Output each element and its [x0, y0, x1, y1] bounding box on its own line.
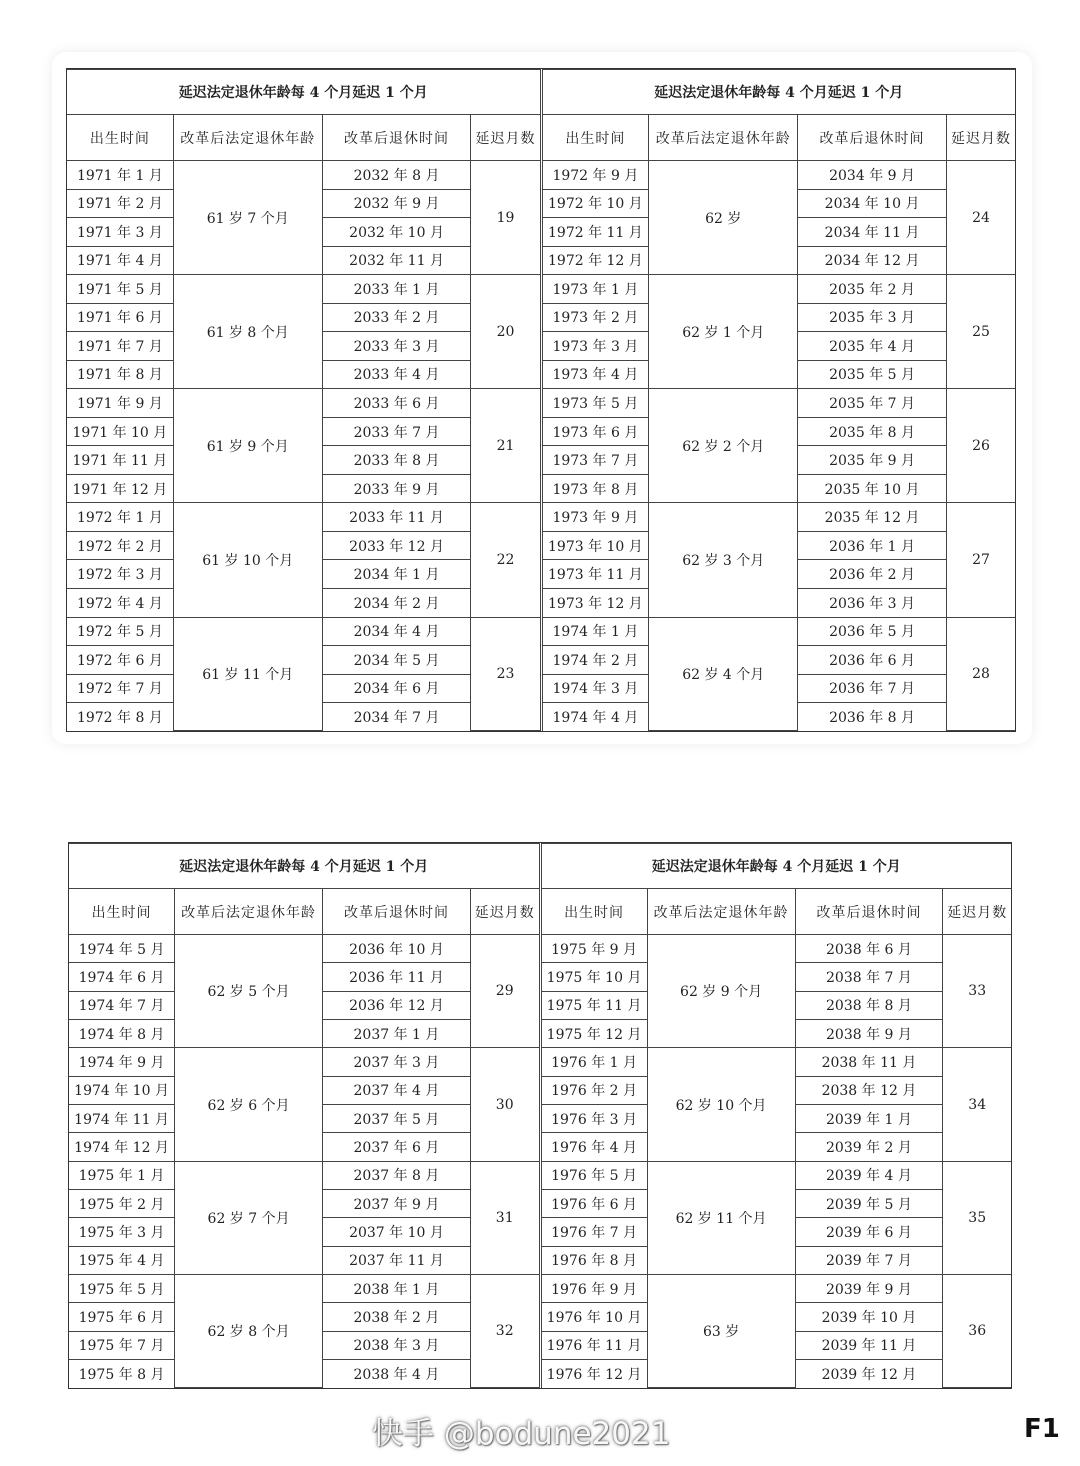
header-retirement-time: 改革后退休时间	[795, 889, 943, 935]
retirement-time-cell: 2039 年 7 月	[795, 1246, 943, 1274]
table-row	[543, 275, 1016, 304]
retirement-time-cell: 2036 年 8 月	[798, 703, 947, 731]
delay-months-cell: 27	[946, 503, 1015, 617]
birth-time-cell: 1973 年 6 月	[543, 417, 649, 446]
birth-time-cell: 1971 年 5 月	[67, 275, 173, 304]
retirement-time-cell: 2036 年 11 月	[323, 963, 471, 991]
retirement-time-cell: 2032 年 11 月	[322, 246, 471, 275]
retirement-time-cell: 2033 年 12 月	[322, 531, 471, 560]
birth-time-cell: 1972 年 1 月	[67, 503, 173, 532]
birth-time-cell: 1971 年 6 月	[67, 303, 173, 332]
birth-time-cell: 1976 年 11 月	[542, 1331, 648, 1359]
retirement-table-block-1	[66, 68, 1016, 732]
retirement-time-cell: 2037 年 11 月	[323, 1246, 471, 1274]
retirement-time-cell: 2037 年 8 月	[323, 1161, 471, 1189]
retirement-table	[69, 843, 539, 1388]
retirement-age-cell: 61 岁 9 个月	[173, 389, 322, 503]
retirement-time-cell: 2033 年 4 月	[322, 360, 471, 389]
retirement-time-cell: 2034 年 12 月	[798, 246, 947, 275]
retirement-table	[543, 69, 1016, 731]
retirement-time-cell: 2039 年 10 月	[795, 1303, 943, 1331]
retirement-time-cell: 2038 年 6 月	[795, 935, 943, 963]
birth-time-cell: 1974 年 7 月	[69, 991, 175, 1019]
table-row	[542, 1161, 1012, 1189]
retirement-time-cell: 2033 年 6 月	[322, 389, 471, 418]
retirement-time-cell: 2034 年 5 月	[322, 646, 471, 675]
retirement-time-cell: 2036 年 10 月	[323, 935, 471, 963]
retirement-time-cell: 2036 年 2 月	[798, 560, 947, 589]
retirement-time-cell: 2034 年 2 月	[322, 588, 471, 617]
retirement-time-cell: 2033 年 7 月	[322, 417, 471, 446]
header-delay-months: 延迟月数	[471, 115, 540, 161]
birth-time-cell: 1972 年 2 月	[67, 531, 173, 560]
header-retirement-age: 改革后法定退休年龄	[647, 889, 795, 935]
table-half-left	[69, 843, 539, 1388]
table-title: 延迟法定退休年龄每 4 个月延迟 1 个月	[542, 844, 1012, 889]
retirement-time-cell: 2036 年 6 月	[798, 646, 947, 675]
retirement-time-cell: 2034 年 10 月	[798, 189, 947, 218]
retirement-time-cell: 2035 年 10 月	[798, 474, 947, 503]
retirement-time-cell: 2033 年 9 月	[322, 474, 471, 503]
birth-time-cell: 1974 年 4 月	[543, 703, 649, 731]
retirement-time-cell: 2036 年 1 月	[798, 531, 947, 560]
delay-months-cell: 22	[471, 503, 540, 617]
birth-time-cell: 1972 年 11 月	[543, 218, 649, 247]
retirement-age-cell: 62 岁	[649, 161, 798, 275]
header-delay-months: 延迟月数	[943, 889, 1011, 935]
table-header-row	[542, 889, 1012, 935]
retirement-time-cell: 2037 年 4 月	[323, 1076, 471, 1104]
birth-time-cell: 1974 年 10 月	[69, 1076, 175, 1104]
birth-time-cell: 1976 年 10 月	[542, 1303, 648, 1331]
retirement-time-cell: 2036 年 12 月	[323, 991, 471, 1019]
retirement-time-cell: 2038 年 11 月	[795, 1048, 943, 1076]
delay-months-cell: 25	[946, 275, 1015, 389]
table-half-left	[67, 69, 540, 731]
retirement-time-cell: 2034 年 4 月	[322, 617, 471, 646]
birth-time-cell: 1975 年 5 月	[69, 1275, 175, 1303]
delay-months-cell: 35	[943, 1161, 1011, 1274]
retirement-time-cell: 2039 年 9 月	[795, 1275, 943, 1303]
birth-time-cell: 1971 年 2 月	[67, 189, 173, 218]
table-half-right	[539, 843, 1012, 1388]
delay-months-cell: 30	[470, 1048, 538, 1161]
table-row	[542, 1275, 1012, 1303]
birth-time-cell: 1971 年 10 月	[67, 417, 173, 446]
table-half-right	[540, 69, 1016, 731]
retirement-table	[67, 69, 540, 731]
birth-time-cell: 1976 年 12 月	[542, 1360, 648, 1388]
header-birth-time: 出生时间	[69, 889, 175, 935]
birth-time-cell: 1973 年 1 月	[543, 275, 649, 304]
corner-mark: F1	[1024, 1414, 1060, 1444]
retirement-time-cell: 2036 年 5 月	[798, 617, 947, 646]
birth-time-cell: 1974 年 9 月	[69, 1048, 175, 1076]
table-title-row	[543, 70, 1016, 115]
birth-time-cell: 1976 年 3 月	[542, 1105, 648, 1133]
birth-time-cell: 1973 年 5 月	[543, 389, 649, 418]
birth-time-cell: 1976 年 1 月	[542, 1048, 648, 1076]
birth-time-cell: 1975 年 11 月	[542, 991, 648, 1019]
table-row	[67, 275, 540, 304]
retirement-time-cell: 2039 年 11 月	[795, 1331, 943, 1359]
table-row	[67, 617, 540, 646]
birth-time-cell: 1972 年 5 月	[67, 617, 173, 646]
birth-time-cell: 1973 年 10 月	[543, 531, 649, 560]
table-row	[69, 1275, 539, 1303]
retirement-age-cell: 61 岁 10 个月	[173, 503, 322, 617]
retirement-age-cell: 62 岁 9 个月	[647, 935, 795, 1048]
table-row	[69, 1048, 539, 1076]
birth-time-cell: 1976 年 2 月	[542, 1076, 648, 1104]
retirement-time-cell: 2035 年 8 月	[798, 417, 947, 446]
retirement-time-cell: 2035 年 5 月	[798, 360, 947, 389]
retirement-time-cell: 2034 年 7 月	[322, 703, 471, 731]
birth-time-cell: 1974 年 2 月	[543, 646, 649, 675]
table-row	[542, 935, 1012, 963]
retirement-table	[542, 843, 1012, 1388]
retirement-time-cell: 2034 年 6 月	[322, 674, 471, 703]
birth-time-cell: 1974 年 12 月	[69, 1133, 175, 1161]
header-delay-months: 延迟月数	[470, 889, 538, 935]
birth-time-cell: 1971 年 4 月	[67, 246, 173, 275]
retirement-time-cell: 2039 年 12 月	[795, 1360, 943, 1388]
birth-time-cell: 1972 年 3 月	[67, 560, 173, 589]
retirement-age-cell: 62 岁 4 个月	[649, 617, 798, 731]
birth-time-cell: 1972 年 8 月	[67, 703, 173, 731]
delay-months-cell: 23	[471, 617, 540, 731]
retirement-time-cell: 2037 年 10 月	[323, 1218, 471, 1246]
header-retirement-age: 改革后法定退休年龄	[175, 889, 323, 935]
birth-time-cell: 1974 年 5 月	[69, 935, 175, 963]
birth-time-cell: 1976 年 7 月	[542, 1218, 648, 1246]
birth-time-cell: 1976 年 5 月	[542, 1161, 648, 1189]
retirement-age-cell: 62 岁 1 个月	[649, 275, 798, 389]
delay-months-cell: 32	[470, 1275, 538, 1388]
birth-time-cell: 1971 年 12 月	[67, 474, 173, 503]
birth-time-cell: 1975 年 10 月	[542, 963, 648, 991]
retirement-time-cell: 2039 年 2 月	[795, 1133, 943, 1161]
birth-time-cell: 1972 年 10 月	[543, 189, 649, 218]
delay-months-cell: 20	[471, 275, 540, 389]
retirement-time-cell: 2038 年 2 月	[323, 1303, 471, 1331]
birth-time-cell: 1976 年 9 月	[542, 1275, 648, 1303]
birth-time-cell: 1971 年 7 月	[67, 332, 173, 361]
header-delay-months: 延迟月数	[946, 115, 1015, 161]
birth-time-cell: 1971 年 9 月	[67, 389, 173, 418]
birth-time-cell: 1975 年 8 月	[69, 1360, 175, 1388]
table-row	[67, 161, 540, 190]
retirement-age-cell: 62 岁 2 个月	[649, 389, 798, 503]
header-retirement-age: 改革后法定退休年龄	[649, 115, 798, 161]
retirement-time-cell: 2038 年 8 月	[795, 991, 943, 1019]
birth-time-cell: 1975 年 9 月	[542, 935, 648, 963]
retirement-time-cell: 2039 年 1 月	[795, 1105, 943, 1133]
table-row	[69, 935, 539, 963]
header-retirement-time: 改革后退休时间	[798, 115, 947, 161]
table-row	[543, 617, 1016, 646]
delay-months-cell: 21	[471, 389, 540, 503]
retirement-time-cell: 2033 年 11 月	[322, 503, 471, 532]
retirement-time-cell: 2036 年 3 月	[798, 588, 947, 617]
retirement-time-cell: 2033 年 8 月	[322, 446, 471, 475]
birth-time-cell: 1975 年 3 月	[69, 1218, 175, 1246]
retirement-time-cell: 2033 年 1 月	[322, 275, 471, 304]
retirement-time-cell: 2036 年 7 月	[798, 674, 947, 703]
retirement-time-cell: 2035 年 9 月	[798, 446, 947, 475]
retirement-age-cell: 61 岁 8 个月	[173, 275, 322, 389]
delay-months-cell: 34	[943, 1048, 1011, 1161]
table-header-row	[543, 115, 1016, 161]
birth-time-cell: 1974 年 6 月	[69, 963, 175, 991]
retirement-time-cell: 2034 年 1 月	[322, 560, 471, 589]
retirement-time-cell: 2032 年 8 月	[322, 161, 471, 190]
table-header-row	[69, 889, 539, 935]
birth-time-cell: 1973 年 7 月	[543, 446, 649, 475]
birth-time-cell: 1973 年 9 月	[543, 503, 649, 532]
table-title-row	[542, 844, 1012, 889]
header-retirement-age: 改革后法定退休年龄	[173, 115, 322, 161]
birth-time-cell: 1974 年 3 月	[543, 674, 649, 703]
retirement-time-cell: 2039 年 6 月	[795, 1218, 943, 1246]
retirement-age-cell: 62 岁 5 个月	[175, 935, 323, 1048]
retirement-time-cell: 2032 年 9 月	[322, 189, 471, 218]
kuaishou-watermark: 快手 @bodune2021	[372, 1416, 671, 1452]
birth-time-cell: 1975 年 1 月	[69, 1161, 175, 1189]
retirement-time-cell: 2035 年 2 月	[798, 275, 947, 304]
retirement-age-cell: 62 岁 7 个月	[175, 1161, 323, 1274]
birth-time-cell: 1976 年 4 月	[542, 1133, 648, 1161]
table-header-row	[67, 115, 540, 161]
retirement-time-cell: 2037 年 9 月	[323, 1190, 471, 1218]
birth-time-cell: 1971 年 1 月	[67, 161, 173, 190]
header-retirement-time: 改革后退休时间	[322, 115, 471, 161]
birth-time-cell: 1973 年 8 月	[543, 474, 649, 503]
table-title: 延迟法定退休年龄每 4 个月延迟 1 个月	[543, 70, 1016, 115]
birth-time-cell: 1974 年 1 月	[543, 617, 649, 646]
retirement-time-cell: 2038 年 3 月	[323, 1331, 471, 1359]
retirement-age-cell: 61 岁 7 个月	[173, 161, 322, 275]
birth-time-cell: 1975 年 6 月	[69, 1303, 175, 1331]
retirement-time-cell: 2035 年 7 月	[798, 389, 947, 418]
delay-months-cell: 33	[943, 935, 1011, 1048]
table-title: 延迟法定退休年龄每 4 个月延迟 1 个月	[69, 844, 539, 889]
delay-months-cell: 26	[946, 389, 1015, 503]
retirement-time-cell: 2034 年 9 月	[798, 161, 947, 190]
retirement-time-cell: 2038 年 9 月	[795, 1020, 943, 1048]
birth-time-cell: 1975 年 12 月	[542, 1020, 648, 1048]
retirement-age-cell: 62 岁 10 个月	[647, 1048, 795, 1161]
header-retirement-time: 改革后退休时间	[323, 889, 471, 935]
birth-time-cell: 1972 年 9 月	[543, 161, 649, 190]
retirement-time-cell: 2033 年 2 月	[322, 303, 471, 332]
retirement-age-cell: 62 岁 6 个月	[175, 1048, 323, 1161]
birth-time-cell: 1973 年 4 月	[543, 360, 649, 389]
retirement-time-cell: 2035 年 3 月	[798, 303, 947, 332]
delay-months-cell: 19	[471, 161, 540, 275]
birth-time-cell: 1976 年 6 月	[542, 1190, 648, 1218]
retirement-age-cell: 62 岁 11 个月	[647, 1161, 795, 1274]
birth-time-cell: 1973 年 11 月	[543, 560, 649, 589]
birth-time-cell: 1975 年 7 月	[69, 1331, 175, 1359]
birth-time-cell: 1972 年 12 月	[543, 246, 649, 275]
retirement-age-cell: 63 岁	[647, 1275, 795, 1388]
birth-time-cell: 1973 年 12 月	[543, 588, 649, 617]
retirement-time-cell: 2037 年 3 月	[323, 1048, 471, 1076]
table-row	[542, 1048, 1012, 1076]
table-row	[67, 389, 540, 418]
table-row	[69, 1161, 539, 1189]
retirement-age-cell: 61 岁 11 个月	[173, 617, 322, 731]
delay-months-cell: 36	[943, 1275, 1011, 1388]
retirement-time-cell: 2038 年 12 月	[795, 1076, 943, 1104]
birth-time-cell: 1974 年 8 月	[69, 1020, 175, 1048]
retirement-time-cell: 2038 年 7 月	[795, 963, 943, 991]
birth-time-cell: 1971 年 3 月	[67, 218, 173, 247]
retirement-time-cell: 2037 年 5 月	[323, 1105, 471, 1133]
retirement-time-cell: 2038 年 1 月	[323, 1275, 471, 1303]
retirement-age-cell: 62 岁 8 个月	[175, 1275, 323, 1388]
table-row	[543, 161, 1016, 190]
table-row	[543, 389, 1016, 418]
header-birth-time: 出生时间	[67, 115, 173, 161]
birth-time-cell: 1971 年 8 月	[67, 360, 173, 389]
table-title-row	[69, 844, 539, 889]
retirement-time-cell: 2033 年 3 月	[322, 332, 471, 361]
delay-months-cell: 28	[946, 617, 1015, 731]
retirement-time-cell: 2039 年 5 月	[795, 1190, 943, 1218]
birth-time-cell: 1975 年 4 月	[69, 1246, 175, 1274]
retirement-time-cell: 2034 年 11 月	[798, 218, 947, 247]
retirement-table-block-2	[68, 842, 1012, 1389]
birth-time-cell: 1973 年 2 月	[543, 303, 649, 332]
header-birth-time: 出生时间	[543, 115, 649, 161]
birth-time-cell: 1972 年 7 月	[67, 674, 173, 703]
birth-time-cell: 1974 年 11 月	[69, 1105, 175, 1133]
retirement-time-cell: 2038 年 4 月	[323, 1360, 471, 1388]
delay-months-cell: 29	[470, 935, 538, 1048]
table-title-row	[67, 70, 540, 115]
retirement-time-cell: 2037 年 1 月	[323, 1020, 471, 1048]
retirement-age-cell: 62 岁 3 个月	[649, 503, 798, 617]
retirement-time-cell: 2032 年 10 月	[322, 218, 471, 247]
birth-time-cell: 1972 年 6 月	[67, 646, 173, 675]
birth-time-cell: 1975 年 2 月	[69, 1190, 175, 1218]
retirement-time-cell: 2039 年 4 月	[795, 1161, 943, 1189]
delay-months-cell: 31	[470, 1161, 538, 1274]
birth-time-cell: 1972 年 4 月	[67, 588, 173, 617]
birth-time-cell: 1971 年 11 月	[67, 446, 173, 475]
retirement-time-cell: 2035 年 12 月	[798, 503, 947, 532]
retirement-time-cell: 2035 年 4 月	[798, 332, 947, 361]
retirement-time-cell: 2037 年 6 月	[323, 1133, 471, 1161]
birth-time-cell: 1976 年 8 月	[542, 1246, 648, 1274]
table-title: 延迟法定退休年龄每 4 个月延迟 1 个月	[67, 70, 540, 115]
table-row	[67, 503, 540, 532]
header-birth-time: 出生时间	[542, 889, 648, 935]
table-row	[543, 503, 1016, 532]
birth-time-cell: 1973 年 3 月	[543, 332, 649, 361]
delay-months-cell: 24	[946, 161, 1015, 275]
